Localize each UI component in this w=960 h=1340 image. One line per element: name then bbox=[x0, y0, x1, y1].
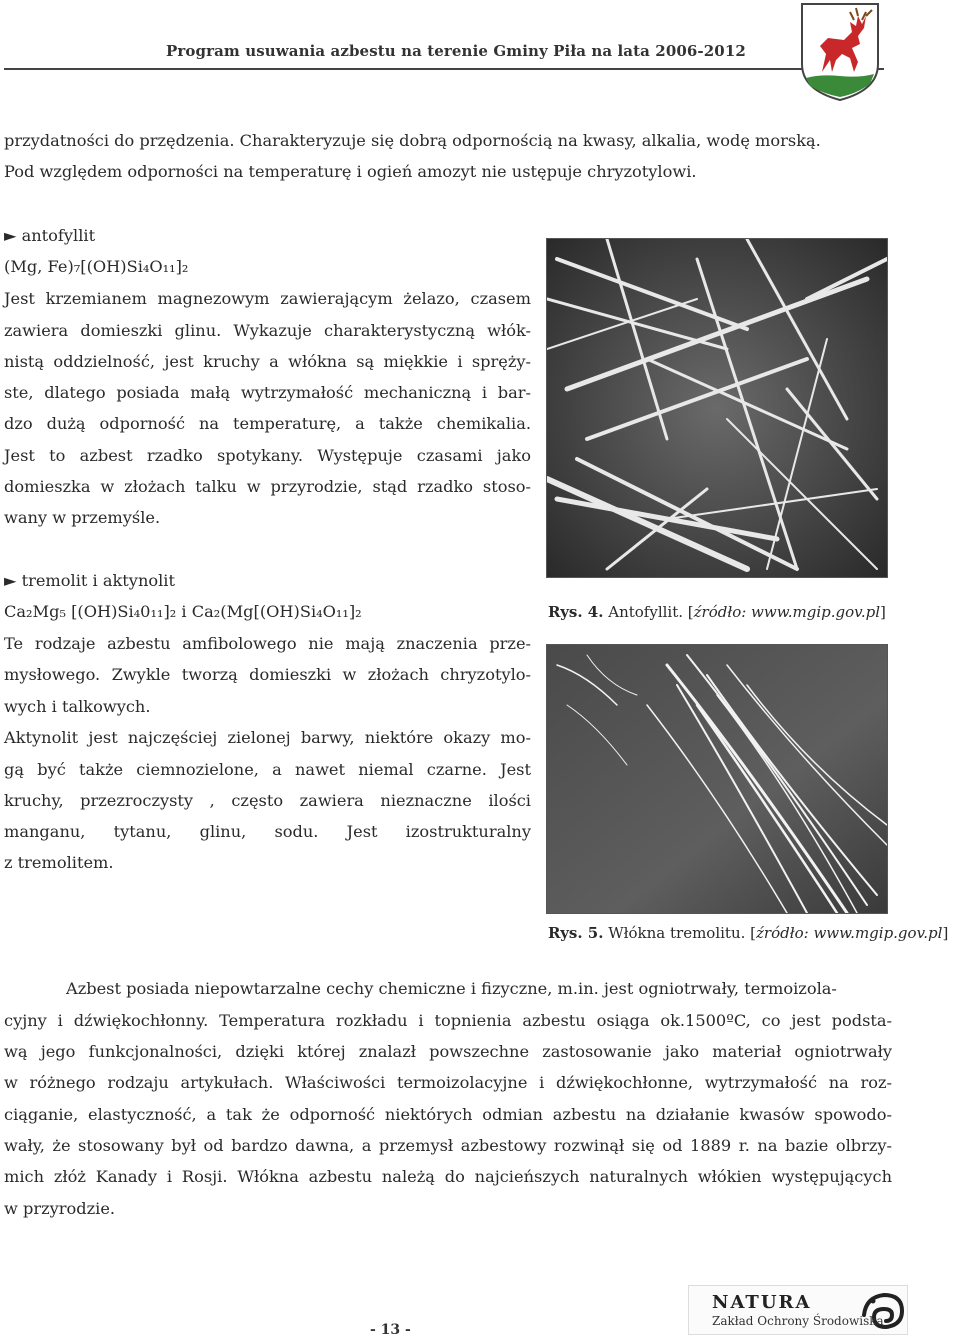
paragraph-line: wany w przemyśle. bbox=[4, 508, 161, 527]
paragraph-line: Te rodzaje azbestu amfibolowego nie mają znaczenia prze- bbox=[4, 634, 531, 653]
figure-4-caption bbox=[548, 603, 886, 621]
formula-tremolit: Ca₂Mg₅ [(OH)Si₄0₁₁]₂ i Ca₂(Mg[(OH)Si₄O₁₁]₂ bbox=[4, 602, 362, 621]
paragraph-line: Jest to azbest rzadko spotykany. Występuje czasami jako bbox=[4, 446, 531, 465]
antofyllit-photo bbox=[546, 238, 888, 578]
tremolit-photo bbox=[546, 644, 888, 914]
coat-of-arms-icon bbox=[800, 2, 880, 102]
body-line: Pod względem odporności na temperaturę i ogień amozyt nie ustępuje chryzotylowi. bbox=[4, 162, 697, 181]
figure-5-text: Włókna tremolitu. [ bbox=[603, 924, 757, 942]
paragraph-line: Jest krzemianem magnezowym zawierającym żelazo, czasem bbox=[4, 289, 531, 308]
logo-name: NATURA bbox=[712, 1292, 812, 1313]
body-line: przydatności do przędzenia. Charakteryzuje się dobrą odpornością na kwasy, alkalia, wodę morską. bbox=[4, 131, 821, 150]
paragraph-line: ste, dlatego posiada małą wytrzymałość mechaniczną i bar- bbox=[4, 383, 531, 402]
figure-5-source: źródło: www.mgip.gov.pl bbox=[756, 924, 943, 942]
header-title: Program usuwania azbestu na terenie Gminy Piła na lata 2006-2012 bbox=[166, 42, 746, 60]
paragraph-line: w różnego rodzaju artykułach. Właściwości termoizolacyjne i dźwiękochłonne, wytrzymałość na roz- bbox=[4, 1073, 892, 1092]
paragraph-line: Azbest posiada niepowtarzalne cechy chemiczne i fizyczne, m.in. jest ogniotrwały, termoizola- bbox=[66, 979, 837, 998]
section-heading-antofyllit: ► antofyllit bbox=[4, 226, 96, 245]
paragraph-line: wą jego funkcjonalności, dzięki której znalazł powszechne zastosowanie jako materiał ogniotrwały bbox=[4, 1042, 892, 1061]
section-heading-tremolit: ► tremolit i aktynolit bbox=[4, 571, 175, 590]
figure-4-source: źródło: www.mgip.gov.pl bbox=[693, 603, 881, 621]
paragraph-line: gą być także ciemnozielone, a nawet niemal czarne. Jest bbox=[4, 760, 531, 779]
header-rule bbox=[4, 68, 884, 70]
paragraph-line: zawiera domieszki glinu. Wykazuje charakterystyczną włók- bbox=[4, 321, 531, 340]
paragraph-line: w przyrodzie. bbox=[4, 1199, 116, 1218]
paragraph-line: manganu, tytanu, glinu, sodu. Jest izostrukturalny bbox=[4, 822, 531, 841]
paragraph-line: wały, że stosowany był od bardzo dawna, a przemysł azbestowy rozwinął się od 1889 r. na bazie olbrzy- bbox=[4, 1136, 892, 1155]
paragraph-line: Aktynolit jest najczęściej zielonej barwy, niektóre okazy mo- bbox=[4, 728, 531, 747]
figure-4-text: Antofyllit. [ bbox=[603, 603, 694, 621]
paragraph-line: cyjny i dźwiękochłonny. Temperatura rozkładu i topnienia azbestu osiąga ok.1500ºC, co jest podsta- bbox=[4, 1011, 892, 1030]
figure-5-caption bbox=[548, 924, 948, 942]
paragraph-line: mysłowego. Zwykle tworzą domieszki w złożach chryzotylo- bbox=[4, 665, 531, 684]
paragraph-line: ciąganie, elastyczność, a tak że odporność niektórych odmian azbestu na działanie kwasów spowodo- bbox=[4, 1105, 892, 1124]
paragraph-line: nistą oddzielność, jest kruchy a włókna są miękkie i spręży- bbox=[4, 352, 531, 371]
paragraph-line: kruchy, przezroczysty , często zawiera nieznaczne ilości bbox=[4, 791, 531, 810]
paragraph-line: mich złóż Kanady i Rosji. Włókna azbestu należą do najcieńszych naturalnych włókien występujących bbox=[4, 1167, 892, 1186]
paragraph-line: z tremolitem. bbox=[4, 853, 114, 872]
paragraph-line: domieszka w złożach talku w przyrodzie, stąd rzadko stoso- bbox=[4, 477, 531, 496]
figure-5-label: Rys. 5. bbox=[548, 924, 604, 942]
figure-5-close: ] bbox=[942, 924, 949, 942]
formula-antofyllit: (Mg, Fe)₇[(OH)Si₄O₁₁]₂ bbox=[4, 257, 189, 276]
paragraph-line: dzo dużą odporność na temperaturę, a także chemikalia. bbox=[4, 414, 531, 433]
paragraph-line: wych i talkowych. bbox=[4, 697, 151, 716]
logo-subtitle: Zakład Ochrony Środowiska bbox=[712, 1314, 884, 1328]
page-number: - 13 - bbox=[370, 1322, 411, 1338]
figure-4-label: Rys. 4. bbox=[548, 603, 604, 621]
figure-4-close: ] bbox=[880, 603, 886, 621]
